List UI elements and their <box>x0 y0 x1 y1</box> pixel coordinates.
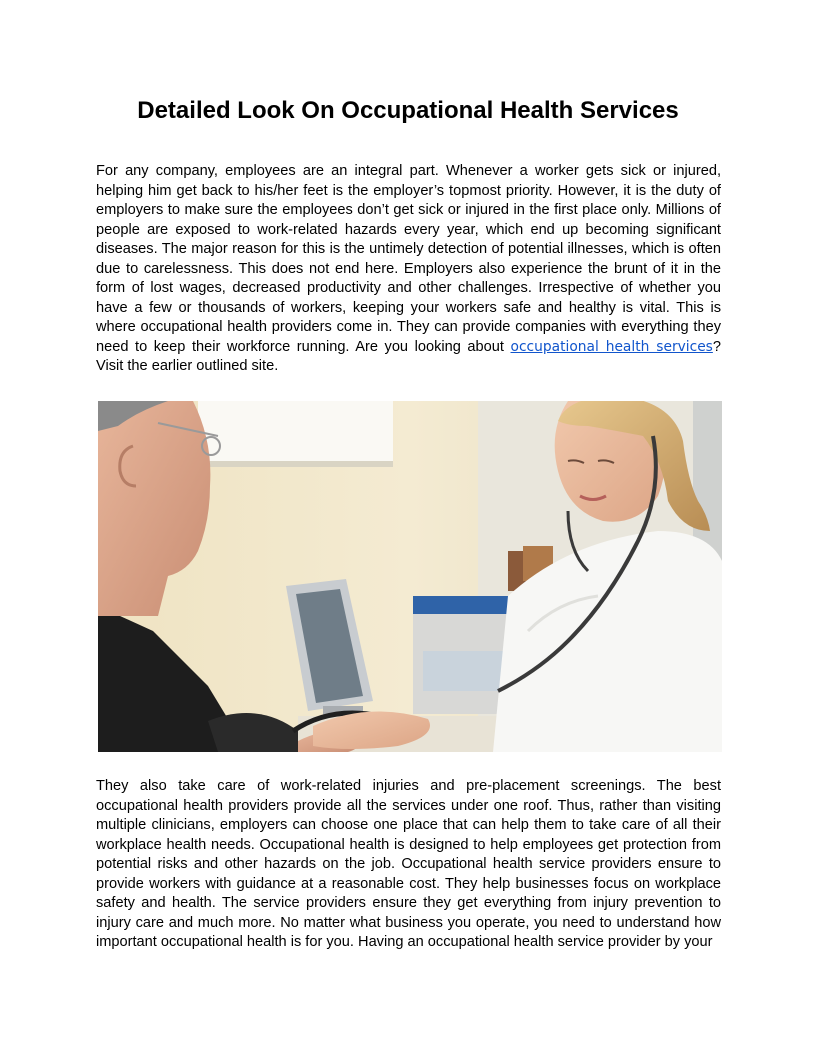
page-title: Detailed Look On Occupational Health Services <box>137 97 679 124</box>
services-paragraph: They also take care of work-related injuries and pre-placement screenings. The best occupational health providers provide all the services under one roof. Thus, rather than visiting multiple clinicians, employers can choose one place that can help them to take care of all their workplace health needs. Occupational health is designed to help employees get protection from potential risks and other hazards on the job. Occupational health service providers ensure to provide workers with guidance at a reasonable cost. They help businesses focus on workplace safety and health. The service providers ensure they get everything from injury prevention to injury care and much more. No matter what business you operate, you need to understand how important occupational health is for you. Having an occupational health service provider by your <box>96 778 721 950</box>
doctor-patient-illustration <box>98 401 722 752</box>
clinic-photo <box>98 401 722 752</box>
intro-text: For any company, employees are an integral part. Whenever a worker gets sick or injured, helping him get back to his/her feet is the employer’s topmost priority. However, it is the duty of employers to make sure the employees don’t get sick or injured in the first place only. Millions of people are exposed to work-related hazards every year, which end up becoming significant diseases. The major reason for this is the untimely detection of potential illnesses, which is often due to carelessness. This does not end here. Employers also experience the brunt of it in the form of lost wages, decreased productivity and other challenges. Irrespective of whether you have a few or thousands of workers, keeping your workers safe and healthy is vital. This is where occupational health providers come in. They can provide companies with everything they need to keep their workforce running. Are you looking about <box>96 163 721 355</box>
occupational-health-services-link[interactable]: occupational health services <box>510 338 713 355</box>
intro-text-end: ? Visit the earlier outlined site. <box>96 338 721 374</box>
intro-paragraph <box>96 162 721 377</box>
